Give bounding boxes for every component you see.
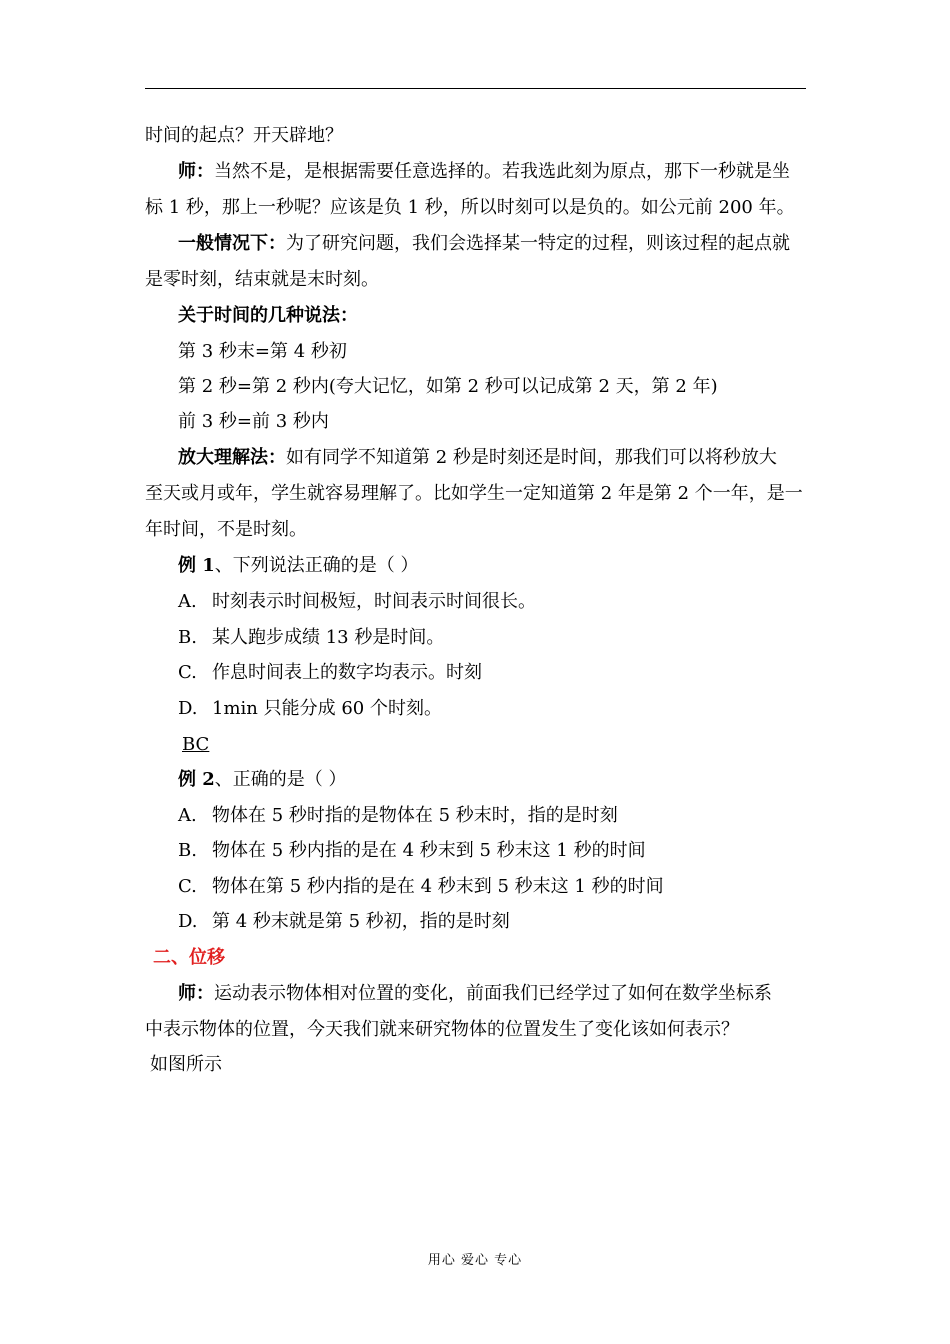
example-1-question [178, 554, 419, 578]
text-line [178, 446, 777, 470]
text-line: 第 3 秒末=第 4 秒初 [178, 341, 347, 362]
option-item [178, 804, 618, 828]
text-line [178, 232, 790, 256]
option-text: 作息时间表上的数字均表示。时刻 [212, 662, 482, 683]
option-item [178, 697, 442, 721]
text-line: 中表示物体的位置，今天我们就来研究物体的位置发生了变化该如何表示？ [145, 1019, 739, 1040]
term-label: 一般情况下： [178, 233, 286, 254]
page-footer: 用心 爱心 专心 [427, 1253, 523, 1268]
text-line: 前 3 秒=前 3 秒内 [178, 411, 329, 432]
section-heading: 二、位移 [153, 947, 225, 968]
option-label: B. [178, 627, 197, 648]
option-label: C. [178, 662, 197, 683]
example-2-question [178, 768, 347, 792]
teacher-label: 师： [178, 983, 214, 1004]
option-label: D. [178, 911, 198, 932]
subheading: 关于时间的几种说法： [178, 305, 358, 326]
text-line [178, 982, 772, 1006]
text-line [178, 160, 790, 184]
option-text: 1min 只能分成 60 个时刻。 [212, 698, 442, 719]
option-text: 某人跑步成绩 13 秒是时间。 [212, 627, 445, 648]
option-label: C. [178, 876, 197, 897]
option-item [178, 661, 482, 685]
option-label: D. [178, 698, 198, 719]
text-line: 第 2 秒=第 2 秒内(夸大记忆，如第 2 秒可以记成第 2 天，第 2 年) [178, 376, 718, 397]
text-line: 时间的起点？开天辟地？ [145, 125, 343, 146]
term-label: 放大理解法： [178, 447, 286, 468]
option-text: 物体在第 5 秒内指的是在 4 秒末到 5 秒末这 1 秒的时间 [212, 876, 664, 897]
option-item [178, 910, 510, 934]
option-label: A. [178, 805, 197, 826]
option-text: 时刻表示时间极短，时间表示时间很长。 [212, 591, 536, 612]
option-item [178, 839, 646, 863]
text-line: 年时间，不是时刻。 [145, 519, 307, 540]
option-item [178, 875, 664, 899]
question-text: 、正确的是（ ） [214, 769, 347, 790]
text-run: 为了研究问题，我们会选择某一特定的过程，则该过程的起点就 [286, 233, 790, 254]
option-text: 物体在 5 秒内指的是在 4 秒末到 5 秒末这 1 秒的时间 [212, 840, 646, 861]
text-line: 是零时刻，结束就是末时刻。 [145, 269, 379, 290]
option-item [178, 626, 444, 650]
header-rule [145, 88, 806, 89]
text-line: 至天或月或年，学生就容易理解了。比如学生一定知道第 2 年是第 2 个一年，是一 [145, 483, 803, 504]
option-label: B. [178, 840, 197, 861]
answer-text: BC [182, 734, 210, 755]
teacher-label: 师： [178, 161, 214, 182]
text-line: 标 1 秒，那上一秒呢？应该是负 1 秒，所以时刻可以是负的。如公元前 200 年。 [145, 197, 795, 218]
question-text: 、下列说法正确的是（ ） [214, 555, 419, 576]
option-text: 第 4 秒末就是第 5 秒初，指的是时刻 [212, 911, 510, 932]
text-line: 如图所示 [150, 1054, 222, 1075]
example-label: 例 1 [178, 555, 215, 576]
option-label: A. [178, 591, 197, 612]
text-run: 运动表示物体相对位置的变化，前面我们已经学过了如何在数学坐标系 [214, 983, 772, 1004]
example-label: 例 2 [178, 769, 215, 790]
text-run: 当然不是，是根据需要任意选择的。若我选此刻为原点，那下一秒就是坐 [214, 161, 790, 182]
option-item [178, 590, 536, 614]
text-run: 如有同学不知道第 2 秒是时刻还是时间，那我们可以将秒放大 [286, 447, 777, 468]
option-text: 物体在 5 秒时指的是物体在 5 秒末时，指的是时刻 [212, 805, 618, 826]
